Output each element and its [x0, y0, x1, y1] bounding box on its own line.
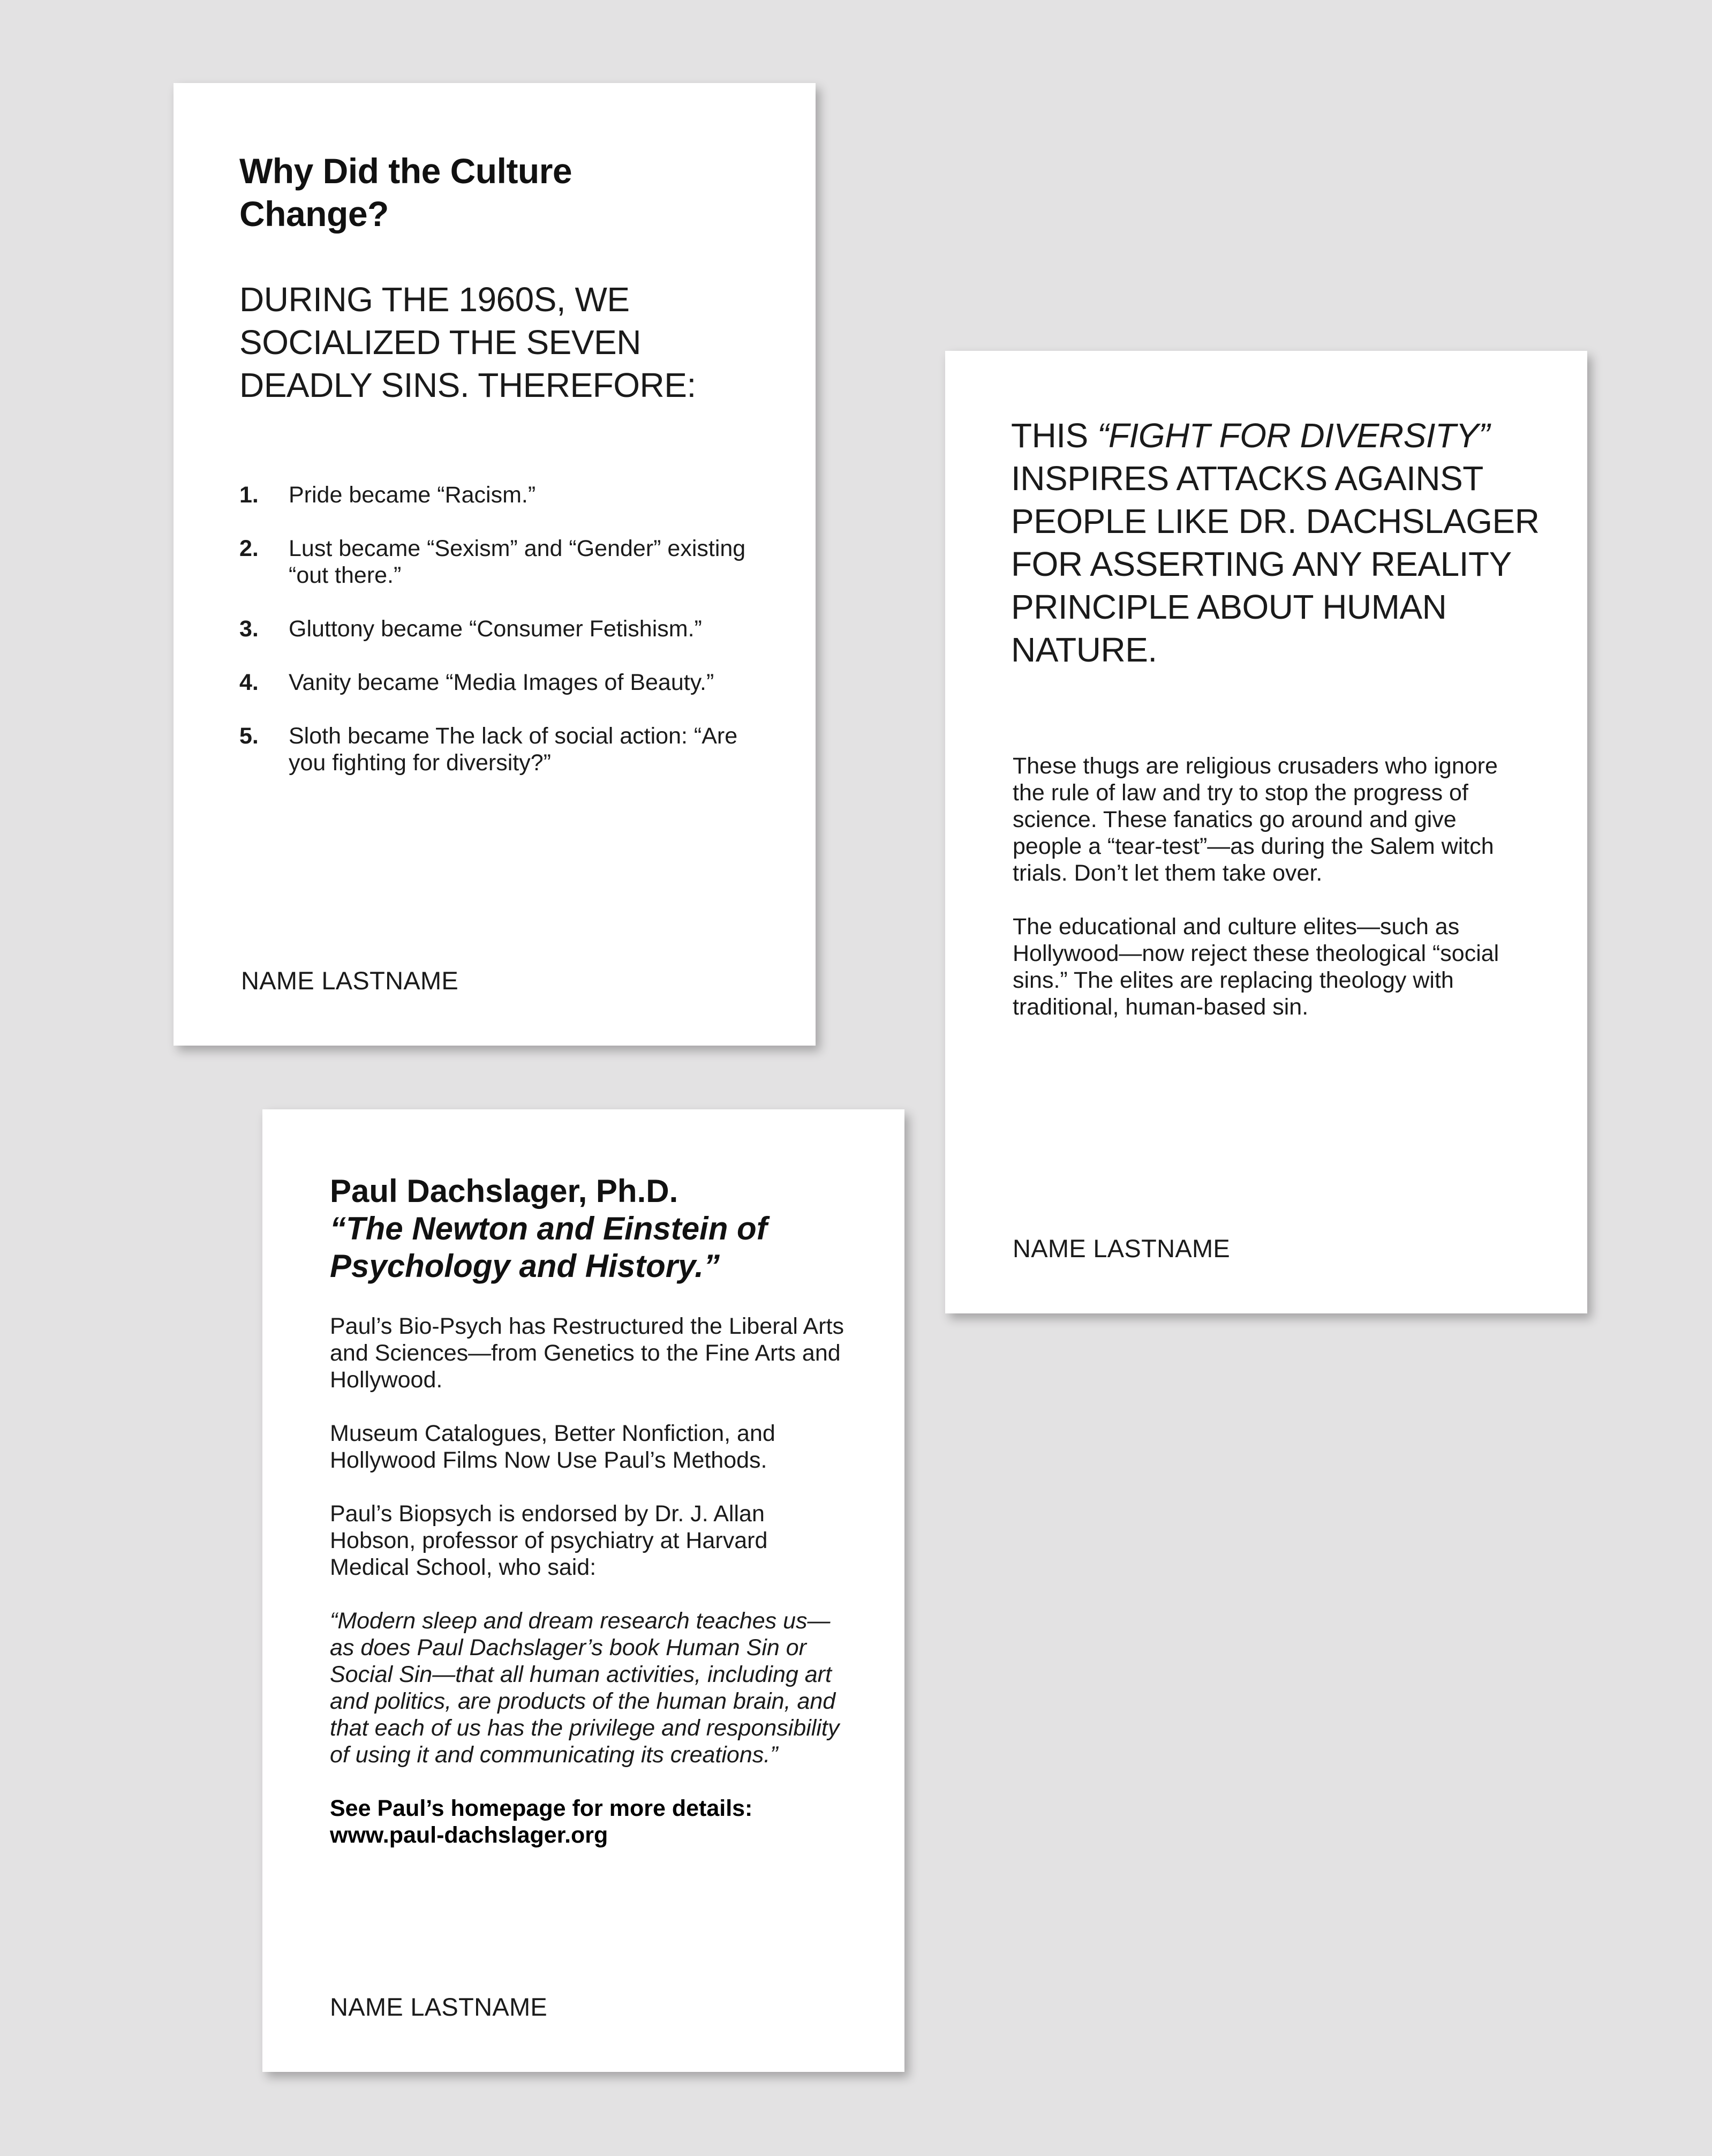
body-paragraph: The educational and culture elites—such as Hollywood—now reject these theological “social sins.” The elites are replacing theology with traditional, human-based sin.	[1013, 914, 1499, 1020]
list-item	[239, 669, 753, 696]
bio-card-body	[330, 1313, 844, 1875]
bio-card-name: Paul Dachslager, Ph.D.	[330, 1173, 678, 1209]
list-item-text: Gluttony became “Consumer Fetishism.”	[289, 616, 702, 642]
list-item-text: Pride became “Racism.”	[289, 482, 536, 508]
diversity-card-footer-name: NAME LASTNAME	[1013, 1234, 1231, 1263]
diversity-card-heading	[1011, 414, 1568, 671]
list-item-text: Lust became “Sexism” and “Gender” existing “out there.”	[289, 536, 746, 588]
bio-card-footer-name: NAME LASTNAME	[330, 1993, 548, 2021]
list-item	[239, 615, 753, 642]
list-item-number: 1.	[239, 482, 259, 508]
sins-list	[239, 482, 753, 803]
homepage-url: www.paul-dachslager.org	[330, 1822, 608, 1848]
list-item-number: 4.	[239, 670, 259, 695]
heading-rest: INSPIRES ATTACKS AGAINST PEOPLE LIKE DR. DACHSLAGER FOR ASSERTING ANY REALITY PRINCIPLE ABOUT HUMAN NATURE.	[1011, 459, 1540, 669]
list-item-number: 5.	[239, 723, 259, 749]
diversity-card-body	[1013, 753, 1511, 1047]
homepage-callout-text: See Paul’s homepage for more details:	[330, 1796, 753, 1821]
list-item	[239, 723, 753, 776]
body-paragraph: These thugs are religious crusaders who ignore the rule of law and try to stop the progress of science. These fanatics go around and give people a “tear-test”—as during the Salem witch trials. Don’t let them take over.	[1013, 753, 1498, 886]
list-item-text: Vanity became “Media Images of Beauty.”	[289, 670, 714, 695]
body-paragraph: Museum Catalogues, Better Nonfiction, and Hollywood Films Now Use Paul’s Methods.	[330, 1421, 775, 1473]
heading-lead: THIS	[1011, 416, 1098, 455]
body-paragraph: Paul’s Biopsych is endorsed by Dr. J. Allan Hobson, professor of psychiatry at Harvard Medical School, who said:	[330, 1501, 768, 1580]
homepage-callout	[330, 1795, 844, 1849]
culture-card	[174, 83, 816, 1046]
bio-card-tagline: “The Newton and Einstein of Psychology and History.”	[330, 1211, 767, 1284]
bio-card	[262, 1109, 904, 2072]
culture-card-footer-name: NAME LASTNAME	[241, 966, 459, 995]
list-item	[239, 535, 753, 589]
body-paragraph: Paul’s Bio-Psych has Restructured the Liberal Arts and Sciences—from Genetics to the Fine Arts and Hollywood.	[330, 1313, 844, 1393]
heading-emphasis: “FIGHT FOR DIVERSITY”	[1097, 416, 1490, 455]
list-item-text: Sloth became The lack of social action: “Are you fighting for diversity?”	[289, 723, 738, 776]
culture-card-title: Why Did the Culture Change?	[239, 151, 572, 234]
list-item-number: 3.	[239, 616, 259, 642]
culture-card-heading: DURING THE 1960S, WE SOCIALIZED THE SEVEN DEADLY SINS. THEREFORE:	[239, 280, 696, 404]
diversity-card	[945, 351, 1587, 1313]
list-item	[239, 482, 753, 508]
endorsement-quote: “Modern sleep and dream research teaches us—as does Paul Dachslager’s book Human Sin or Social Sin—that all human activities, including art and politics, are products of the human brain, and that each of us has the privilege and responsibility of using it and communicating its creations.”	[330, 1608, 840, 1768]
list-item-number: 2.	[239, 536, 259, 561]
